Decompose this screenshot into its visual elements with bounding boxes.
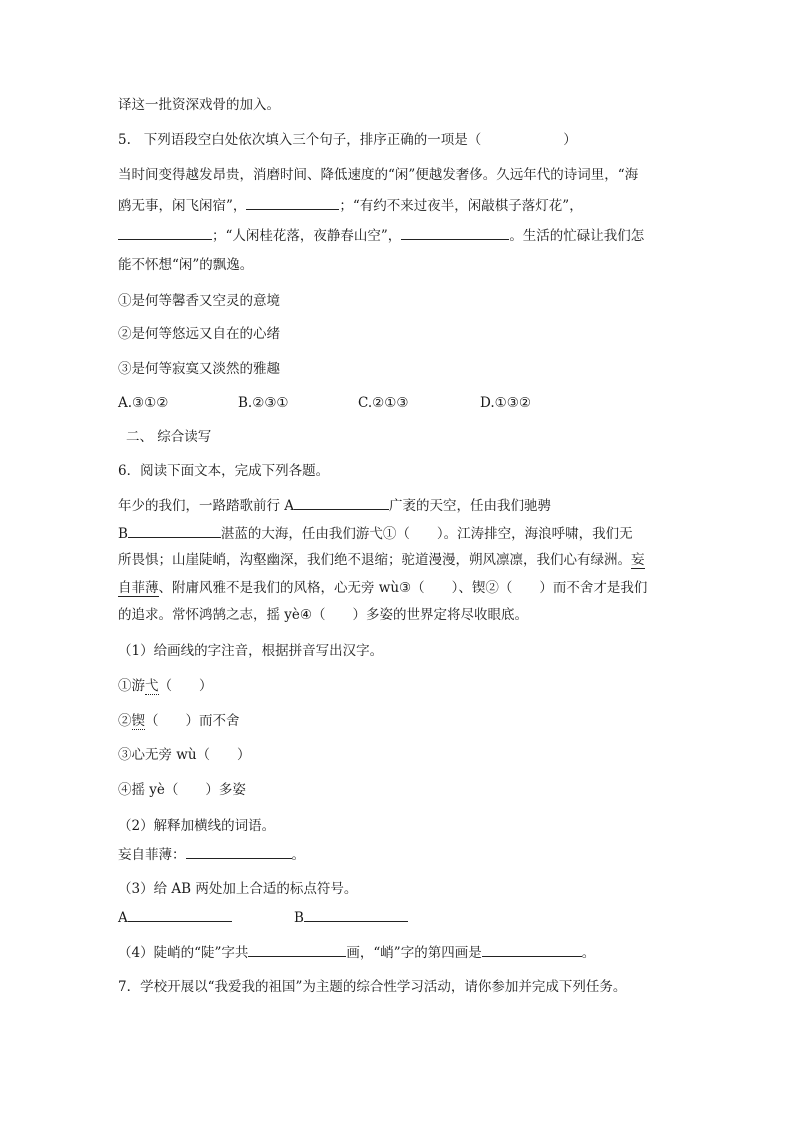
answer-label: 妄自菲薄：: [118, 847, 186, 863]
prev-text-ending: 译这一批资深戏骨的加入。: [118, 97, 280, 113]
text-span: B: [118, 526, 128, 542]
section-heading: 二、 综合读写: [126, 429, 212, 445]
passage-text: ；“有约不来过夜半，闲敲棋子落灯花”，: [339, 198, 583, 214]
item-4[interactable]: ④摇 yè（ ）多姿: [118, 782, 246, 798]
item-1: [118, 677, 213, 695]
passage-line-4: 能不怀想“闲”的飘逸。: [118, 257, 254, 273]
passage-line-3: [118, 226, 644, 245]
underlined-phrase-end: 自菲薄: [118, 580, 159, 596]
subquestion-2: （2）解释加横线的词语。: [118, 818, 276, 834]
item-2: [118, 712, 240, 730]
fill-blank-2[interactable]: [118, 226, 212, 240]
text-line-1: [118, 496, 551, 515]
label-a: A: [118, 910, 128, 926]
text-span: （4）陡峭的“陡”字共: [118, 945, 249, 961]
stroke-count-blank[interactable]: [248, 943, 346, 957]
question-6: 6．阅读下面文本，完成下列各题。: [118, 463, 330, 479]
option-b[interactable]: B.②③①: [238, 395, 289, 411]
option-c[interactable]: C.②①③: [358, 395, 409, 411]
option-a[interactable]: A.③①②: [118, 395, 169, 411]
passage-line-2: [118, 196, 583, 215]
period: 。: [291, 847, 305, 863]
subquestion-2-answer: [118, 845, 305, 864]
text-span: 、附庸风雅不是我们的风格，心无旁 wù③（ ）、锲②（ ）而不舍才是我们: [158, 580, 648, 596]
passage-line-1: 当时间变得越发昂贵，消磨时间、降低速度的“闲”便越发奢侈。久远年代的诗词里，“海: [118, 167, 639, 183]
passage-text: 。生活的忙碌让我们怎: [509, 228, 645, 244]
option-d[interactable]: D.①③②: [480, 395, 531, 411]
fourth-stroke-blank[interactable]: [482, 943, 582, 957]
dotted-char: 弋: [145, 678, 159, 694]
item-3[interactable]: ③心无旁 wù（ ）: [118, 747, 251, 763]
sentence-1: ①是何等馨香又空灵的意境: [118, 293, 280, 309]
text-line-2: [118, 524, 633, 543]
item-text: ①游: [118, 678, 145, 694]
subquestion-3-answer-b: [294, 908, 408, 927]
dotted-char: 锲: [131, 713, 145, 729]
item-text: ②: [118, 713, 132, 729]
subquestion-3: （3）给 AB 两处加上合适的标点符号。: [118, 881, 358, 897]
text-span: 广袤的天空，任由我们驰骋: [389, 498, 552, 514]
passage-text: ；“人闲桂花落，夜静春山空”，: [212, 228, 402, 244]
subquestion-1: （1）给画线的字注音，根据拼音写出汉字。: [118, 643, 384, 659]
question-5: [118, 131, 577, 149]
passage-text: 鸥无事，闲飞闲宿”，: [118, 198, 247, 214]
fill-blank-1[interactable]: [246, 196, 339, 210]
text-line-3: [118, 551, 645, 569]
text-span: 所畏惧；山崖陡峭，沟壑幽深，我们绝不退缩；驼道漫漫，朔风凛凛，我们心有绿洲。: [118, 552, 631, 568]
item-text[interactable]: （ ）而不舍: [145, 713, 240, 729]
text-line-5: 的追求。常怀鸿鹄之志，摇 yè④（ ）多姿的世界定将尽收眼底。: [118, 607, 529, 623]
subquestion-4: [118, 943, 595, 962]
blank-b[interactable]: [128, 524, 221, 538]
text-span: 湛蓝的大海，任由我们游弋①（ ）。江涛排空，海浪呼啸，我们无: [220, 526, 633, 542]
sentence-2: ②是何等悠远又自在的心绪: [118, 326, 280, 342]
period: 。: [581, 945, 596, 961]
text-span: 年少的我们，一路踏歌前行 A: [118, 498, 295, 514]
item-text[interactable]: （ ）: [158, 678, 213, 694]
answer-blank-a[interactable]: [128, 908, 232, 922]
subquestion-3-answer-a: [118, 908, 232, 927]
question-7: 7．学校开展以“我爱我的祖国”为主题的综合性学习活动，请你参加并完成下列任务。: [118, 979, 627, 995]
answer-blank-b[interactable]: [304, 908, 408, 922]
underlined-phrase-start: 妄: [631, 552, 645, 568]
answer-blank[interactable]: [186, 845, 292, 859]
q5-close-paren: ）: [563, 132, 577, 148]
label-b: B: [294, 910, 304, 926]
q5-stem: 下列语段空白处依次填入三个句子，排序正确的一项是（: [143, 132, 482, 148]
sentence-3: ③是何等寂寞又淡然的雅趣: [118, 361, 280, 377]
text-line-4: [118, 579, 647, 597]
fill-blank-3[interactable]: [401, 226, 509, 240]
q5-number: 5.: [118, 132, 131, 148]
text-span: 画，“峭”字的第四画是: [346, 945, 482, 961]
blank-a[interactable]: [294, 496, 389, 510]
